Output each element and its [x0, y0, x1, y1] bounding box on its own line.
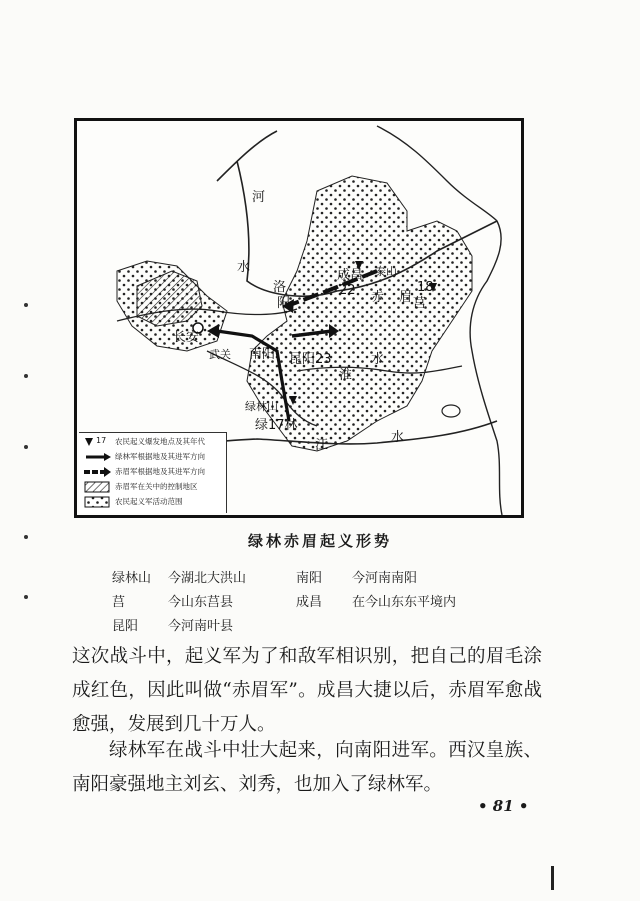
glossary-definition: 今河南南阳 — [352, 571, 418, 586]
lulin-route-icon — [82, 451, 112, 463]
label-kunyang: 昆阳23 — [289, 352, 332, 367]
legend-text: 绿林军根据地及其进军方向 — [115, 451, 205, 461]
label-yang: 阳 — [277, 296, 291, 311]
label-jiang: 江 — [315, 438, 329, 453]
label-nanyang: 南阳 — [249, 347, 276, 362]
label-ju: 莒 — [413, 296, 427, 311]
label-lulinshan: 绿林山 — [245, 400, 278, 413]
legend-row — [82, 436, 224, 448]
margin-dot — [24, 374, 28, 378]
label-wuguan: 武关 — [209, 348, 231, 361]
margin-dot — [24, 535, 28, 539]
glossary-definition: 今山东莒县 — [168, 595, 234, 610]
map-legend — [79, 432, 227, 513]
glossary-term: 成昌 — [296, 595, 323, 610]
legend-text: 农民起义爆发地点及其年代 — [115, 436, 205, 446]
uprising-range-icon — [82, 496, 112, 508]
legend-text: 赤眉军在关中的控制地区 — [115, 481, 198, 491]
label-ju-year: 18 — [417, 280, 434, 295]
western-dotted-area — [117, 261, 227, 351]
margin-dot — [24, 595, 28, 599]
lake — [442, 405, 460, 417]
legend-text: 农民起义军活动范围 — [115, 496, 183, 506]
glossary-definition: 在今山东东平境内 — [352, 595, 457, 610]
glossary-term: 绿林山 — [112, 571, 152, 586]
page-number: • 81 • — [478, 797, 529, 815]
uprising-marker-icon — [82, 436, 112, 448]
label-chi: 赤 — [371, 290, 385, 305]
label-he: 河 — [252, 190, 266, 205]
map-caption: 绿林赤眉起义形势 — [247, 532, 392, 550]
glossary-definition: 今湖北大洪山 — [168, 571, 247, 586]
guanzhong-control-icon — [82, 481, 112, 493]
margin-dot — [24, 445, 28, 449]
label-changan: 长安 — [173, 330, 200, 345]
legend-text: 赤眉军根据地及其进军方向 — [115, 466, 205, 476]
legend-row — [82, 496, 224, 508]
label-shui-upper: 水 — [237, 260, 251, 275]
legend-number: 17 — [96, 436, 107, 445]
label-mei: 眉 — [399, 290, 413, 305]
legend-row — [82, 451, 224, 463]
legend-row — [82, 481, 224, 493]
glossary-term: 莒 — [112, 595, 126, 610]
margin-dot — [24, 303, 28, 307]
label-huai: 淮 — [339, 368, 353, 383]
chimei-route-icon — [82, 466, 112, 478]
label-chengchang: 成昌 — [337, 268, 364, 283]
legend-row — [82, 466, 224, 478]
glossary-term: 南阳 — [296, 571, 323, 586]
label-shui-mid: 水 — [371, 352, 385, 367]
label-luo: 洛 — [273, 280, 287, 295]
body-paragraph: 绿林军在战斗中壮大起来，向南阳进军。西汉皇族、南阳豪强地主刘玄、刘秀，也加入了绿林军。 — [72, 740, 542, 795]
body-paragraph: 这次战斗中，起义军为了和敌军相识别，把自己的眉毛涂成红色，因此叫做“赤眉军”。成昌大捷以后，赤眉军愈战愈强，发展到几十万人。 — [72, 646, 542, 735]
label-chengchang-year: 22 — [339, 283, 356, 298]
label-lulin: 绿17林 — [255, 418, 298, 433]
page-edge-mark — [551, 866, 554, 890]
glossary-term: 昆阳 — [112, 619, 139, 634]
label-taishan: 泰山 — [375, 265, 397, 278]
historical-map — [74, 118, 524, 518]
label-shui-lower: 水 — [391, 430, 405, 445]
glossary-definition: 今河南叶县 — [168, 619, 234, 634]
